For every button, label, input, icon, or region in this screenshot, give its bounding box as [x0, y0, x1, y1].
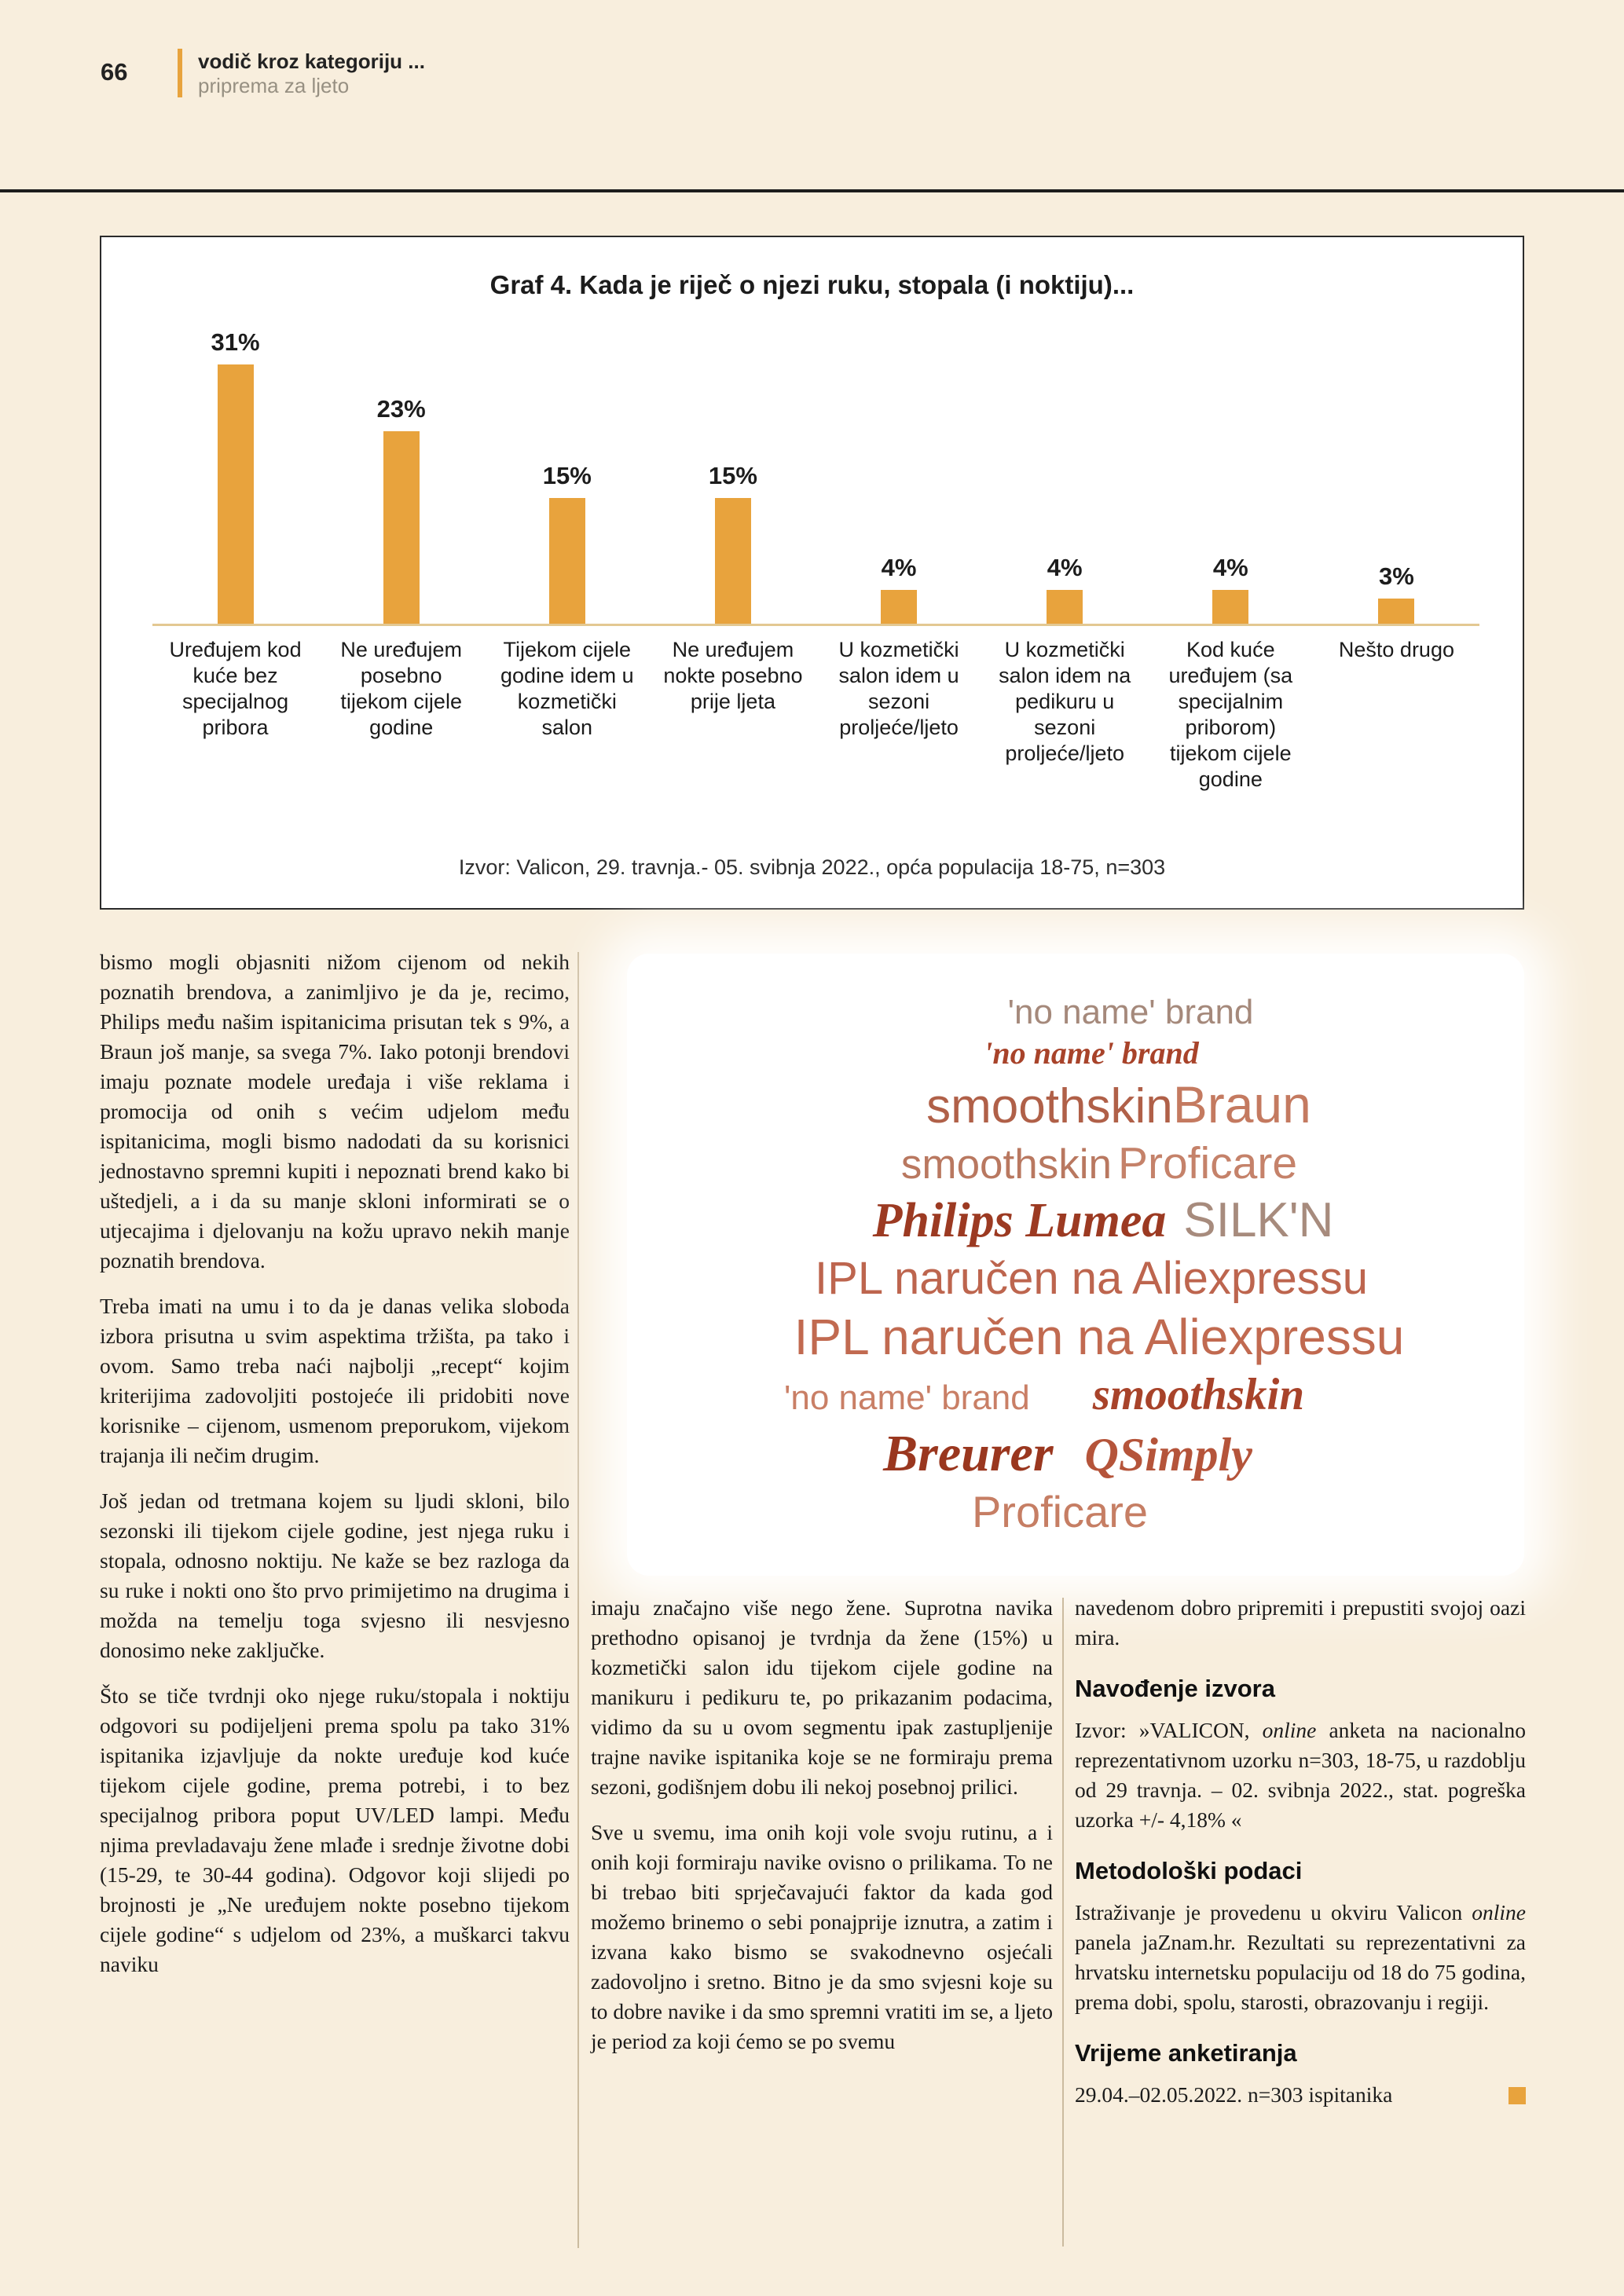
kicker-subtitle: priprema za ljeto [198, 74, 350, 97]
bar [715, 498, 751, 624]
wordcloud [627, 954, 1524, 1576]
paragraph: Još jedan od tretmana kojem su ljudi skloni, bilo sezonski ili tijekom cijele godine, jest njega ruku i stopala, odnosno noktiju. Ne kaže se bez razloga da su ruke i nokti ono što prvo primijetimo na drugima i možda na temelju toga svjesno ili nesvjesno donosimo neke zaključke. [100, 1489, 570, 1662]
wordcloud-term: Breurer [883, 1425, 1054, 1482]
bar [1378, 599, 1414, 624]
bar-column [650, 462, 816, 624]
article-column-2 [591, 1593, 1053, 2072]
subheading: Navođenje izvora [1075, 1675, 1275, 1702]
kicker-accent-bar [178, 49, 182, 97]
paragraph: Istraživanje je provedenu u okviru Valicon online panela jaZnam.hr. Rezultati su reprezentativni za hrvatsku internetsku populaciju od 18 do 75 godina, prema dobi, spolu, starosti, obrazovanju i regiji. [1075, 1900, 1526, 2014]
bar-category-label: Ne uređujem nokte posebno prije ljeta [663, 638, 803, 713]
wordcloud-term: SILK'N [1183, 1193, 1334, 1247]
wordcloud-term: smoothskin [1092, 1370, 1305, 1419]
paragraph: navedenom dobro pripremiti i prepustiti svojoj oazi mira. [1075, 1595, 1526, 1650]
wordcloud-term: Proficare [971, 1487, 1149, 1536]
wordcloud-term: 'no name' brand [783, 1379, 1030, 1417]
paragraph: Treba imati na umu i to da je danas velika sloboda izbora prisutna u svim aspektima tržišta, pa tako i ovom. Samo treba naći najbolji „recept“ kojim kriterijima zadovoljiti postojeće ili pridobiti nove korisnike – cijenom, usmenom preporukom, vijekom trajanja ili nečim drugim. [100, 1294, 570, 1467]
wordcloud-line [873, 1192, 1334, 1249]
article-column-3 [1075, 1593, 1526, 2126]
wordcloud-term: IPL naručen na Aliexpressu [815, 1253, 1368, 1304]
bar-category-label: Kod kuće uređujem (sa specijalnim priborom) tijekom cijele godine [1168, 638, 1293, 791]
bar-category-label: U kozmetički salon idem na pedikuru u sezoni proljeće/ljeto [999, 638, 1131, 765]
column-divider-1 [577, 952, 579, 2248]
bar-column [982, 554, 1148, 624]
bar-column [318, 395, 484, 624]
wordcloud-line [794, 1308, 1405, 1366]
wordcloud-term: 'no name' brand [984, 1035, 1199, 1071]
column-divider-2 [1062, 1598, 1064, 2247]
wordcloud-line [1008, 992, 1254, 1032]
paragraph: Sve u svemu, ima onih koji vole svoju rutinu, a i onih koji formiraju navike ovisno o prilikama. To ne bi trebao biti sprječavajući faktor da kada god možemo brinemo o sebi ponajprije iznutra, a zatim i izvana kako bismo se svakodnevno osjećali zadovoljno i sretno. Bitno je da smo svjesni koje su to dobre navike i da smo spremni vratiti im se, a ljeto je period za koji ćemo se po svemu [591, 1820, 1053, 2053]
bar-category-label: Nešto drugo [1338, 638, 1454, 661]
paragraph: Što se tiče tvrdnji oko njege ruku/stopala i noktiju odgovori su podijeljeni prema spolu pa tako 31% ispitanika izjavljuje da nokte uređuje kod kuće tijekom cijele godine, prema potrebi, i to bez specijalnog pribora poput UV/LED lampi. Među njima prevladavaju žene mlađe i srednje životne dobi (15-29, te 30-44 godina). Odgovor koji slijedi po brojnosti je „Ne uređujem nokte posebno tijekom cijele godine“ s udjelom od 23%, a muškarci takvu naviku [100, 1683, 570, 1976]
paragraph: imaju značajno više nego žene. Suprotna navika prethodno opisanoj je tvrdnja da žene (15%) u kozmetički salon idu tijekom cijele godine na manikuru i pedikuru te, po prikazanim podacima, vidimo da su u ovom segmentu ipak zastupljenije trajne navike ispitanika koje se ne formiraju prema sezoni, godišnjem dobu ili nekoj posebnoj prilici. [591, 1595, 1053, 1799]
wordcloud-line [883, 1424, 1252, 1484]
bar-column [1314, 562, 1479, 624]
wordcloud-line [784, 1369, 1304, 1421]
bar-value-label: 15% [542, 462, 592, 489]
bar-column [152, 328, 318, 624]
subheading: Vrijeme anketiranja [1075, 2039, 1297, 2067]
subheading: Metodološki podaci [1075, 1857, 1303, 1884]
wordcloud-term: IPL naručen na Aliexpressu [794, 1309, 1405, 1365]
bar [549, 498, 585, 624]
wordcloud-line [984, 1035, 1198, 1071]
wordcloud-term: Braun [1172, 1075, 1311, 1133]
chart-card [100, 236, 1524, 910]
bar-column [1148, 554, 1314, 624]
wordcloud-term: smoothskin [926, 1079, 1173, 1133]
bar [881, 590, 917, 624]
bar-value-label: 3% [1379, 562, 1414, 590]
wordcloud-line [815, 1252, 1368, 1305]
chart-source: Izvor: Valicon, 29. travnja.- 05. svibnja 2022., opća populacija 18-75, n=303 [458, 855, 1166, 879]
end-of-article-marker [1509, 2087, 1526, 2104]
article-column-1 [100, 947, 570, 1995]
wordcloud-line [972, 1487, 1148, 1537]
bar-value-label: 31% [211, 328, 260, 356]
bar-category-label: Ne uređujem posebno tijekom cijele godine [340, 638, 462, 739]
paragraph: bismo mogli objasniti nižom cijenom od nekih poznatih brendova, a zanimljivo je da je, recimo, Philips među našim ispitanicima prisutan tek s 9%, a Braun još manje, sa svega 7%. Iako potonji brendovi imaju poznate modele uređaja i više reklama i promocija od onih s većim udjelom među ispitanicima, mogli bismo nadodati da su korisnici jednostavno spremni kupiti i nepoznati brend kako bi uštedjeli, a i da su manje skloni informirati se o utjecajima i djelovanju na kožu upravo nekih manje poznatih brendova. [100, 950, 570, 1273]
bar-value-label: 4% [1212, 554, 1248, 581]
wordcloud-term: Philips Lumea [872, 1194, 1167, 1247]
chart-plot [152, 324, 1479, 626]
chart-category-labels [152, 637, 1479, 793]
paragraph: Izvor: »VALICON, online anketa na nacionalno reprezentativnom uzorku n=303, 18-75, u razdoblju od 29 travnja. – 02. svibnja 2022., stat. pogreška uzorka +/- 4,18% « [1075, 1718, 1526, 1832]
wordcloud-term: smoothskin [900, 1141, 1112, 1188]
page-number: 66 [101, 58, 128, 86]
section-kicker [198, 49, 425, 97]
header-divider [0, 189, 1624, 192]
bar-value-label: 23% [376, 395, 426, 423]
wordcloud-term: 'no name' brand [1007, 993, 1254, 1031]
bar [383, 431, 420, 624]
bar [218, 364, 254, 624]
bar-category-label: Tijekom cijele godine idem u kozmetički salon [500, 638, 634, 739]
bar-column [816, 554, 982, 624]
bar-value-label: 4% [1047, 554, 1083, 581]
wordcloud-line [926, 1075, 1311, 1134]
wordcloud-term: QSimply [1084, 1429, 1252, 1481]
paragraph: 29.04.–02.05.2022. n=303 ispitanika [1075, 2080, 1526, 2110]
bar [1212, 590, 1248, 624]
bar-column [484, 462, 650, 624]
kicker-title: vodič kroz kategoriju ... [198, 49, 425, 73]
wordcloud-line [901, 1137, 1297, 1189]
bar-value-label: 15% [708, 462, 757, 489]
wordcloud-term: Proficare [1117, 1138, 1298, 1188]
chart-title: Graf 4. Kada je riječ o njezi ruku, stopala (i noktiju)... [489, 270, 1135, 299]
bar-category-label: Uređujem kod kuće bez specijalnog pribora [169, 638, 302, 739]
bar-value-label: 4% [881, 554, 917, 581]
bar-category-label: U kozmetički salon idem u sezoni proljeće/ljeto [838, 638, 959, 739]
bar [1047, 590, 1083, 624]
